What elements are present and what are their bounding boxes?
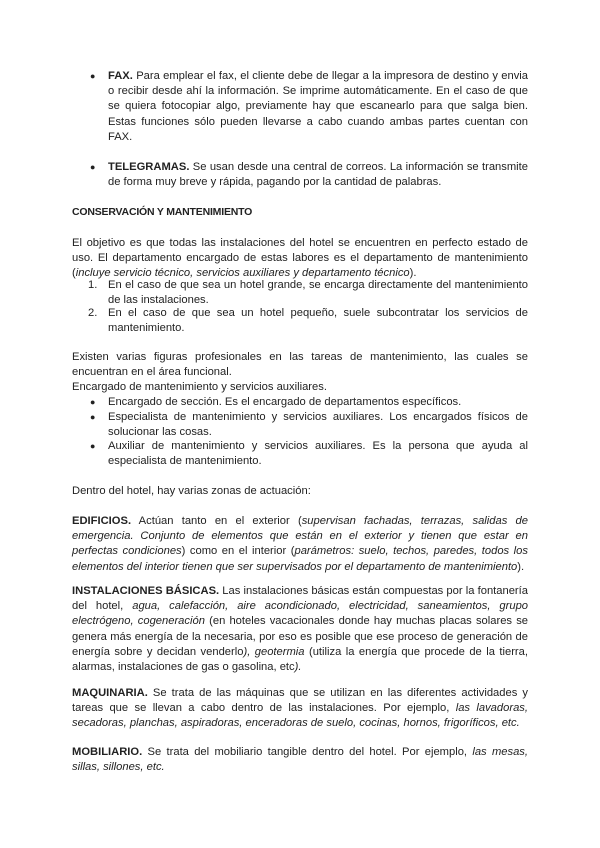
bullet-icon: ● <box>90 71 96 81</box>
item-text: En el caso de que sea un hotel pequeño, suele subcontratar los servicios de mantenimiento. <box>108 307 528 335</box>
maquinaria-italic: las lavadoras, secadoras, planchas, aspiradoras, enceradoras de suelo, cocinas, hornos, frigoríficos, etc. <box>72 702 528 730</box>
instalaciones-label: INSTALACIONES BÁSICAS. <box>72 585 220 597</box>
edificios-italic: parámetros: suelo, techos, paredes, todos los elementos del interior tienen que ser supervisados por el departamento de mantenimiento <box>72 545 528 573</box>
instalaciones-text: Las instalaciones básicas están compuestas por la fontanería del hotel, <box>72 585 528 613</box>
edificios-text: ). <box>517 560 525 573</box>
section-title: CONSERVACIÓN Y MANTENIMIENTO <box>72 206 253 218</box>
bullet-icon: ● <box>90 397 96 407</box>
intro-end: ). <box>409 267 417 280</box>
role-text: Encargado de sección. Es el encargado de departamentos específicos. <box>108 396 462 408</box>
edificios-text: Actúan tanto en el exterior ( <box>131 515 302 527</box>
instalaciones-text: (utiliza la energía que procede de la tierra, alarmas, instalaciones de gas o gasolina, etc <box>72 645 528 674</box>
instalaciones-text: (en hoteles vacacionales donde hay muchas placas solares se genera más energía de la necesaria, por eso es posible que ese proceso de generación de energía sobre y decidan venderlo <box>72 615 529 658</box>
edificios-paragraph <box>72 514 528 575</box>
mobiliario-text: Se trata del mobiliario tangible dentro del hotel. Por ejemplo, <box>142 746 473 758</box>
edificios-italic: supervisan fachadas, terrazas, salidas de emergencia. Conjunto de elementos que están en el exterior y tienen que estar en perfectas condiciones <box>72 515 528 558</box>
mobiliario-paragraph <box>72 745 528 775</box>
figuras-paragraph: Existen varias figuras profesionales en las tareas de mantenimiento, las cuales se encuentran en el área funcional. <box>72 351 528 379</box>
bullet-icon: ● <box>90 162 96 172</box>
intro-text: El objetivo es que todas las instalaciones del hotel se encuentren en perfecto estado de uso. El departamento encargado de estas labores es el departamento de mantenimiento ( <box>72 237 528 280</box>
maquinaria-label: MAQUINARIA. <box>72 687 148 699</box>
intro-paragraph <box>72 236 528 282</box>
telegramas-text: Se usan desde una central de correos. La información se transmite de forma muy breve y rápida, pagando por la cantidad de palabras. <box>108 161 528 189</box>
instalaciones-paragraph <box>72 584 528 675</box>
role-item <box>90 439 528 469</box>
edificios-label: EDIFICIOS. <box>72 515 132 527</box>
fax-label: FAX. <box>108 70 133 82</box>
item-number: 2. <box>88 307 98 319</box>
role-item <box>90 410 528 440</box>
mobiliario-italic: las mesas, sillas, sillones, etc. <box>72 746 529 774</box>
item-number: 1. <box>88 279 98 291</box>
role-text: Auxiliar de mantenimiento y servicios auxiliares. Es la persona que ayuda al especialista de mantenimiento. <box>108 440 528 468</box>
instalaciones-italic: ), geotermia <box>243 645 305 658</box>
bullet-icon: ● <box>90 441 96 451</box>
bullet-icon: ● <box>90 412 96 422</box>
telegramas-label: TELEGRAMAS. <box>108 161 190 173</box>
intro-italic: incluye servicio técnico, servicios auxiliares y departamento técnico <box>75 267 410 280</box>
maquinaria-text: Se trata de las máquinas que se utilizan en las diferentes actividades y tareas que se llevan a cabo dentro de las instalaciones. Por ejemplo, <box>72 687 528 715</box>
maquinaria-paragraph <box>72 686 528 732</box>
telegramas-item <box>90 160 528 190</box>
instalaciones-italic: agua, calefacción, aire acondicionado, electricidad, saneamientos, grupo electrógeno, cogeneración <box>72 600 529 628</box>
fax-text: Para emplear el fax, el cliente debe de llegar a la impresora de destino y envia o recibir desde ahí la información. Se imprime automáticamente. En el caso de que se quiera fotocopiar algo, previamente hay que escanearlo para que salga bien. Estas funciones sólo pueden llevarse a cabo cuando ambas partes cuentan con FAX. <box>108 70 528 143</box>
item-text: En el caso de que sea un hotel grande, se encarga directamente del mantenimiento de las instalaciones. <box>108 279 528 307</box>
instalaciones-italic: ). <box>294 661 302 674</box>
encargado-line: Encargado de mantenimiento y servicios auxiliares. <box>72 381 327 393</box>
numbered-item <box>88 306 528 336</box>
fax-item <box>90 69 528 145</box>
numbered-item <box>88 278 528 308</box>
mobiliario-label: MOBILIARIO. <box>72 746 143 758</box>
role-text: Especialista de mantenimiento y servicios auxiliares. Los encargados físicos de solucionar las cosas. <box>108 411 528 439</box>
zonas-paragraph: Dentro del hotel, hay varias zonas de actuación: <box>72 485 311 497</box>
role-item <box>90 395 528 410</box>
edificios-text: ) como en el interior ( <box>181 545 295 558</box>
